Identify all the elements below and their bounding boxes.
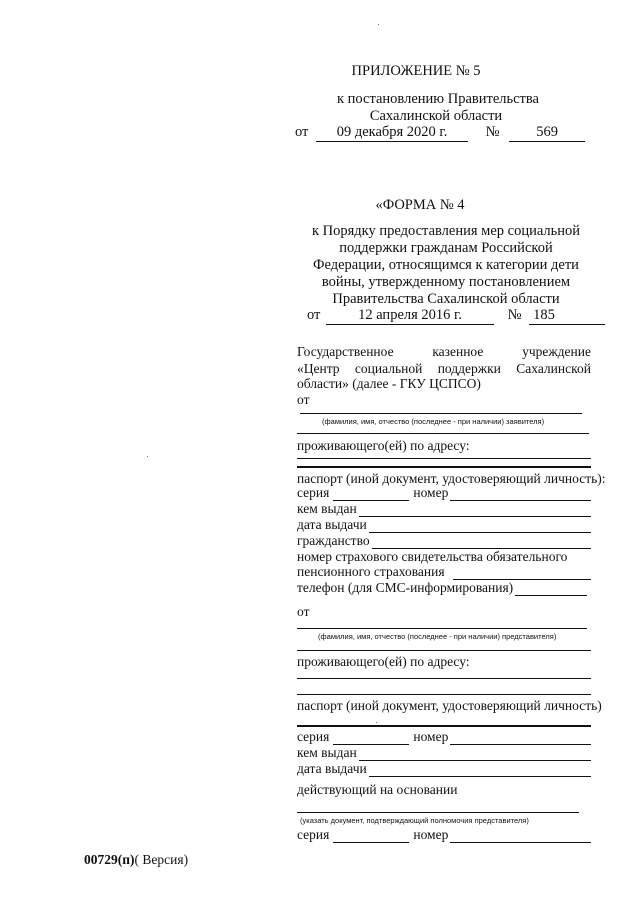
appendix-title: ПРИЛОЖЕНИЕ № 5 xyxy=(351,63,481,79)
applicant-fio-line[interactable] xyxy=(300,413,582,414)
applicant-date-row xyxy=(297,516,591,533)
representative-number2-label: номер xyxy=(413,827,449,842)
representative-number-label: номер xyxy=(413,729,449,744)
representative-fio-line[interactable] xyxy=(297,628,587,629)
applicant-phone-field[interactable] xyxy=(515,583,587,596)
addressee-word: Государственное xyxy=(297,344,394,359)
form-line2: поддержки гражданам Российской xyxy=(339,240,553,256)
representative-date-row xyxy=(297,760,591,777)
applicant-address-line1[interactable] xyxy=(297,458,591,459)
applicant-fio-line2[interactable] xyxy=(297,433,589,434)
applicant-fio-hint: (фамилия, имя, отчество (последнее - при наличии) заявителя) xyxy=(322,417,545,426)
scan-speck xyxy=(147,456,148,457)
footer-version: ( Версия) xyxy=(134,852,189,867)
addressee-word: поддержки xyxy=(437,361,501,376)
representative-passport-label: паспорт (иной документ, удостоверяющий личность) xyxy=(297,698,602,713)
appendix-number: 569 xyxy=(509,123,585,142)
applicant-series-label: серия xyxy=(297,485,330,500)
representative-fio-hint: (фамилия, имя, отчество (последнее - при наличии) представителя) xyxy=(318,632,557,641)
applicant-snils-row xyxy=(297,563,591,580)
representative-doc-hint: (указать документ, подтверждающий полномочия представителя) xyxy=(300,816,529,825)
appendix-line1: к постановлению Правительства xyxy=(337,91,539,107)
representative-address-label: проживающего(ей) по адресу: xyxy=(297,654,470,669)
representative-from: от xyxy=(297,604,310,619)
applicant-number-label: номер xyxy=(413,485,449,500)
appendix-from-label: от xyxy=(295,124,309,140)
addressee-word: «Центр xyxy=(297,361,340,376)
form-date: 12 апреля 2016 г. xyxy=(326,306,494,325)
applicant-date-label: дата выдачи xyxy=(297,517,367,532)
representative-issued-label: кем выдан xyxy=(297,745,357,760)
form-line1: к Порядку предоставления мер социальной xyxy=(311,223,581,239)
applicant-issued-label: кем выдан xyxy=(297,501,357,516)
representative-date-label: дата выдачи xyxy=(297,761,367,776)
applicant-citizenship-row xyxy=(297,532,591,549)
applicant-snils-label1: номер страхового свидетельства обязательного xyxy=(297,549,568,564)
form-line4: войны, утвержденному постановлением xyxy=(321,274,571,290)
representative-address-line2[interactable] xyxy=(297,694,591,695)
addressee-from: от xyxy=(297,392,310,407)
representative-passport-line[interactable] xyxy=(297,725,591,727)
addressee-line1 xyxy=(297,343,591,360)
applicant-passport-label: паспорт (иной документ, удостоверяющий личность): xyxy=(297,471,606,486)
representative-series2-row xyxy=(297,826,591,843)
applicant-phone-row xyxy=(297,579,587,596)
representative-series2-label: серия xyxy=(297,827,330,842)
applicant-address-line2[interactable] xyxy=(297,466,591,468)
form-line3: Федерации, относящимся к категории дети xyxy=(313,257,579,273)
representative-address-line1[interactable] xyxy=(297,678,591,679)
addressee-word: учреждение xyxy=(522,344,591,359)
representative-number2-field[interactable] xyxy=(450,830,591,843)
form-line5: Правительства Сахалинской области xyxy=(332,291,560,307)
addressee-word: казенное xyxy=(432,344,484,359)
scan-speck xyxy=(378,24,379,25)
applicant-snils-label2: пенсионного страхования xyxy=(297,564,445,579)
appendix-num-label: № xyxy=(485,124,500,140)
addressee-line3: области» (далее - ГКУ ЦСПСО) xyxy=(297,376,481,391)
applicant-series-row xyxy=(297,484,591,501)
representative-issued-row xyxy=(297,744,591,761)
representative-date-field[interactable] xyxy=(369,764,591,777)
applicant-phone-label: телефон (для СМС-информирования) xyxy=(297,580,514,595)
addressee-word: социальной xyxy=(354,361,423,376)
form-from-label: от xyxy=(307,307,321,323)
scan-speck xyxy=(376,722,377,723)
appendix-date-row xyxy=(295,123,595,142)
footer-code-number: 00729(п) xyxy=(84,852,135,867)
applicant-citizenship-label: гражданство xyxy=(297,533,370,548)
applicant-address-label: проживающего(ей) по адресу: xyxy=(297,438,470,453)
form-number: 185 xyxy=(529,306,605,325)
representative-series2-field[interactable] xyxy=(333,830,409,843)
footer-code xyxy=(84,851,188,868)
form-title: «ФОРМА № 4 xyxy=(375,197,465,213)
form-date-row xyxy=(307,306,599,325)
addressee-word: Сахалинской xyxy=(516,361,591,376)
representative-fio-line2[interactable] xyxy=(297,650,591,651)
form-num-label: № xyxy=(507,307,522,323)
appendix-line2: Сахалинской области xyxy=(369,108,503,124)
representative-series-label: серия xyxy=(297,729,330,744)
appendix-date: 09 декабря 2020 г. xyxy=(316,123,468,142)
representative-acting-label: действующий на основании xyxy=(297,782,458,797)
representative-series-row xyxy=(297,728,591,745)
representative-doc-line[interactable] xyxy=(297,812,579,813)
applicant-issued-row xyxy=(297,500,591,517)
